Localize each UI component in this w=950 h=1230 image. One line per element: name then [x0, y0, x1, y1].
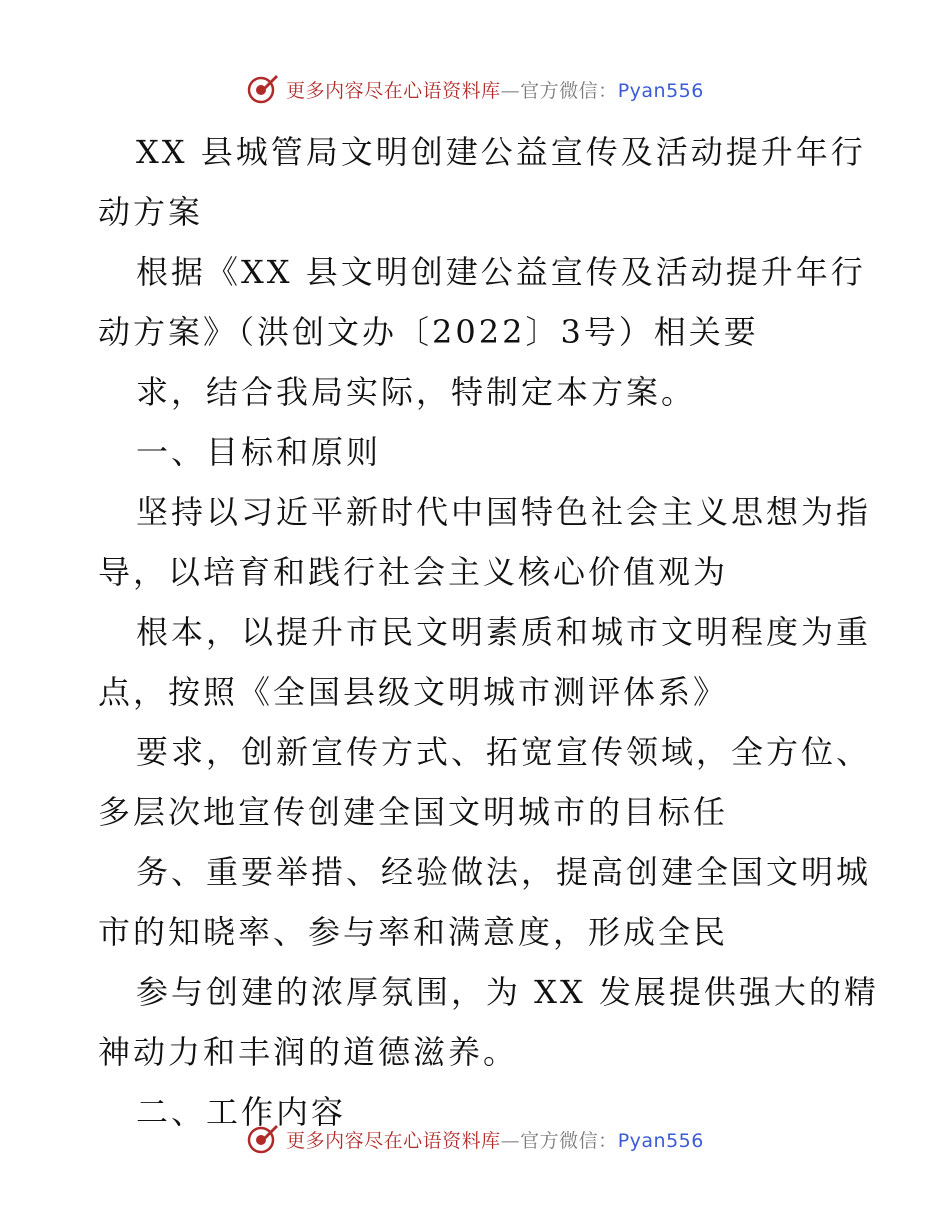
- banner-site-name: 更多内容尽在心语资料库: [286, 79, 501, 102]
- doc-paragraph-line: 坚持以习近平新时代中国特色社会主义思想为指: [136, 493, 872, 531]
- doc-title-line-2: 动方案: [98, 193, 204, 231]
- doc-paragraph-line: 多层次地宣传创建全国文明城市的目标任: [98, 793, 729, 831]
- pen-logo-icon: [246, 72, 280, 106]
- banner-text: [286, 1126, 704, 1153]
- banner-site-name: 更多内容尽在心语资料库: [286, 1129, 501, 1152]
- banner-dash: —: [500, 79, 521, 102]
- banner-wechat-id: Pyan556: [617, 1129, 704, 1152]
- doc-paragraph-line: 求，结合我局实际，特制定本方案。: [136, 373, 697, 411]
- doc-section-heading-2: 二、工作内容: [136, 1093, 347, 1131]
- footer-banner: [0, 1122, 950, 1156]
- doc-paragraph-line: 务、重要举措、经验做法，提高创建全国文明城: [136, 853, 872, 891]
- doc-title-line-1: XX 县城管局文明创建公益宣传及活动提升年行: [136, 133, 866, 171]
- header-banner: [0, 72, 950, 106]
- doc-paragraph-line: 参与创建的浓厚氛围，为 XX 发展提供强大的精: [136, 973, 879, 1011]
- doc-paragraph-line: 导，以培育和践行社会主义核心价值观为: [98, 553, 729, 591]
- doc-paragraph-line: 动方案》（洪创文办〔2022〕3号）相关要: [98, 313, 759, 351]
- doc-paragraph-line: 根本，以提升市民文明素质和城市文明程度为重: [136, 613, 872, 651]
- doc-paragraph-line: 神动力和丰润的道德滋养。: [98, 1033, 519, 1071]
- doc-section-heading-1: 一、目标和原则: [136, 433, 382, 471]
- banner-official-label: 官方微信：: [520, 1129, 618, 1152]
- banner-dash: —: [500, 1129, 521, 1152]
- pen-logo-icon: [246, 1122, 280, 1156]
- doc-paragraph-line: 点，按照《全国县级文明城市测评体系》: [98, 673, 729, 711]
- doc-paragraph-line: 根据《XX 县文明创建公益宣传及活动提升年行: [136, 253, 866, 291]
- banner-wechat-id: Pyan556: [617, 79, 704, 102]
- banner-official-label: 官方微信：: [520, 79, 618, 102]
- banner-text: [286, 76, 704, 103]
- doc-paragraph-line: 市的知晓率、参与率和满意度，形成全民: [98, 913, 729, 951]
- doc-paragraph-line: 要求，创新宣传方式、拓宽宣传领域，全方位、: [136, 733, 872, 771]
- document-body: [98, 122, 879, 1142]
